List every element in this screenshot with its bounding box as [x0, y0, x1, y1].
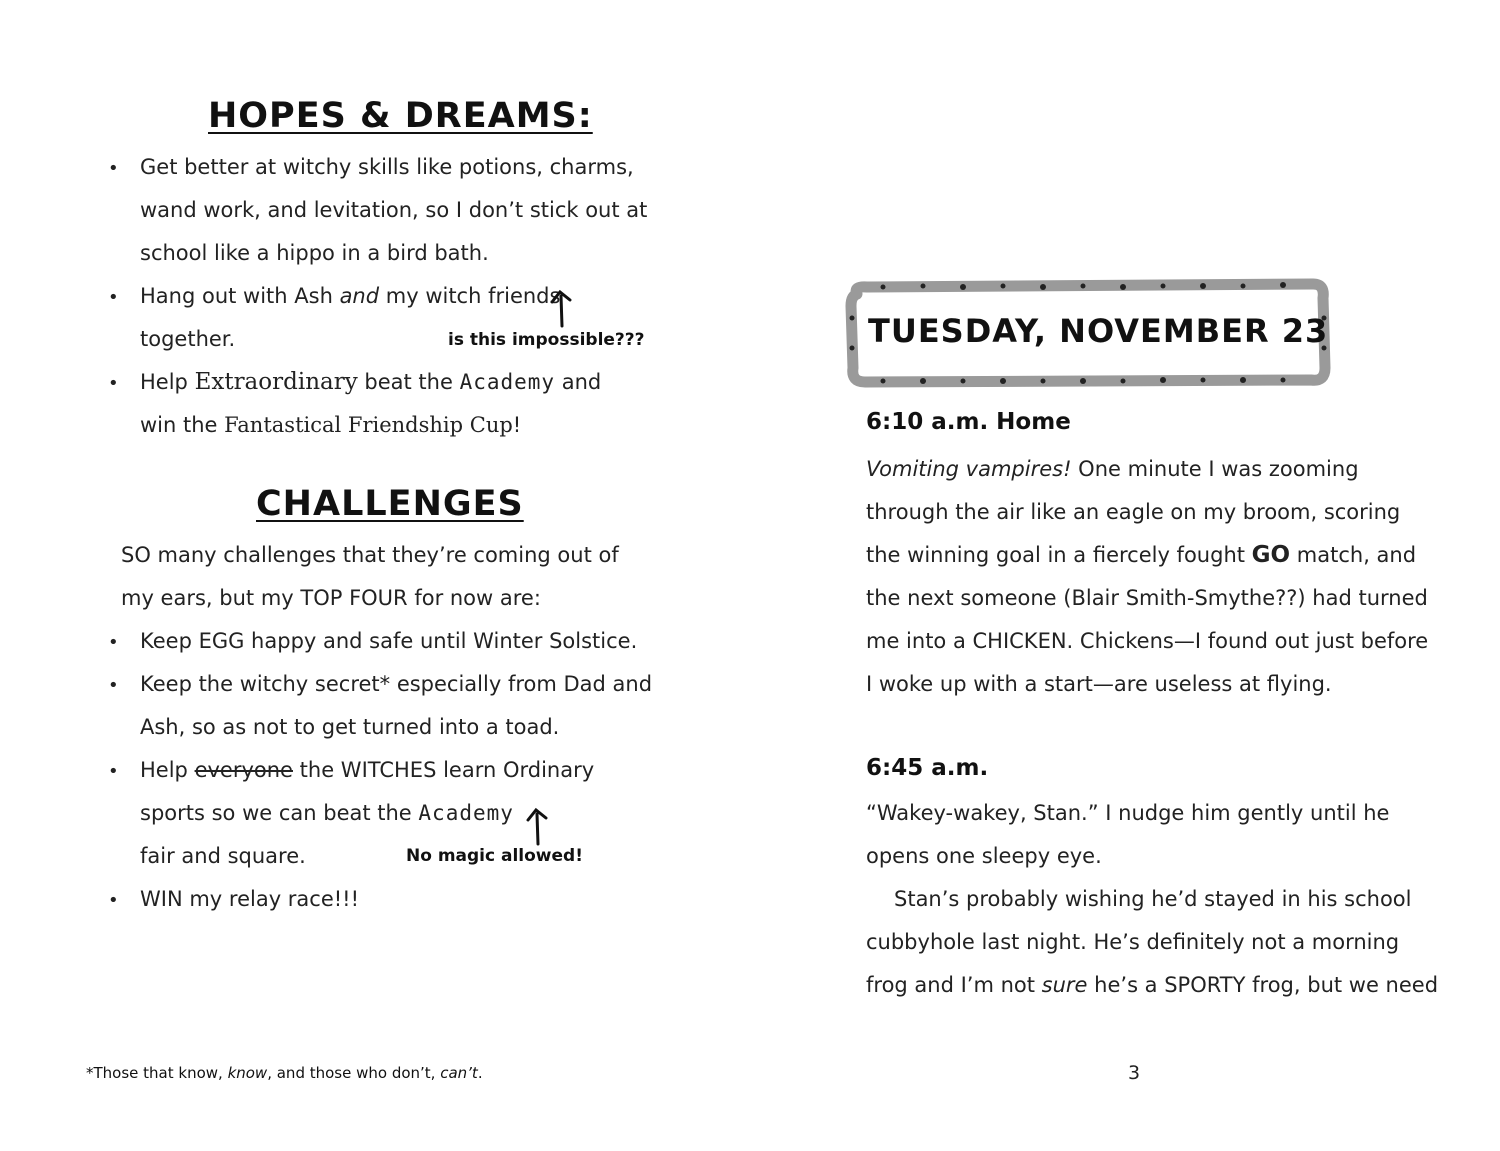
footnote: *Those that know, know, and those who don’t, can’t.	[86, 1064, 483, 1082]
entry-2-line-5: frog and I’m not sure he’s a SPORTY frog, but we need	[866, 973, 1439, 997]
hopes-item-1-line-3: school like a hippo in a bird bath.	[140, 241, 489, 265]
arrow-up-icon	[524, 806, 550, 846]
challenges-heading: CHALLENGES	[256, 484, 524, 524]
entry-1-line-1: Vomiting vampires! One minute I was zooming	[866, 457, 1359, 481]
handwritten-note-no-magic: No magic allowed!	[406, 846, 583, 866]
entry-1-line-4: the next someone (Blair Smith-Smythe??) had turned	[866, 586, 1428, 610]
bullet: •	[108, 675, 119, 696]
challenge-item-4: WIN my relay race!!!	[140, 887, 360, 911]
bullet: •	[108, 890, 119, 911]
challenges-intro-line-1: SO many challenges that they’re coming out of	[121, 543, 619, 567]
bullet: •	[108, 632, 119, 653]
entry-2-line-1: “Wakey-wakey, Stan.” I nudge him gently until he	[866, 801, 1390, 825]
challenge-item-3-line-2: sports so we can beat the Academy	[140, 801, 514, 825]
challenge-item-3-line-3: fair and square.	[140, 844, 306, 868]
challenges-intro-line-2: my ears, but my TOP FOUR for now are:	[121, 586, 541, 610]
hopes-item-3-line-2: win the Fantastical Friendship Cup!	[140, 413, 522, 437]
hopes-dreams-heading: HOPES & DREAMS:	[208, 96, 593, 136]
entry-1-line-5: me into a CHICKEN. Chickens—I found out just before	[866, 629, 1429, 653]
entry-date: TUESDAY, NOVEMBER 23	[868, 312, 1329, 350]
bullet: •	[108, 761, 119, 782]
entry-1-line-2: through the air like an eagle on my broom, scoring	[866, 500, 1401, 524]
challenge-item-3-line-1: Help everyone the WITCHES learn Ordinary	[140, 758, 595, 782]
hopes-item-2-line-1: Hang out with Ash and my witch friends	[140, 284, 561, 308]
arrow-up-icon	[548, 288, 574, 328]
hopes-item-1-line-2: wand work, and levitation, so I don’t stick out at	[140, 198, 648, 222]
hopes-item-1-line-1: Get better at witchy skills like potions, charms,	[140, 155, 634, 179]
entry-1-line-3: the winning goal in a fiercely fought GO match, and	[866, 542, 1417, 568]
bullet: •	[108, 287, 119, 308]
hopes-item-2-line-2: together.	[140, 327, 236, 351]
entry-1-heading: 6:10 a.m. Home	[866, 409, 1071, 435]
challenge-item-2-line-1: Keep the witchy secret* especially from Dad and	[140, 672, 653, 696]
entry-2-line-4: cubbyhole last night. He’s definitely not a morning	[866, 930, 1400, 954]
challenge-item-2-line-2: Ash, so as not to get turned into a toad.	[140, 715, 560, 739]
entry-1-line-6: I woke up with a start—are useless at flying.	[866, 672, 1332, 696]
page-number: 3	[1128, 1062, 1141, 1084]
hopes-item-3-line-1: Help Extraordinary beat the Academy and	[140, 369, 602, 395]
challenge-item-1: Keep EGG happy and safe until Winter Solstice.	[140, 629, 638, 653]
entry-2-line-3: Stan’s probably wishing he’d stayed in his school	[894, 887, 1412, 911]
bullet: •	[108, 158, 119, 179]
bullet: •	[108, 373, 119, 394]
entry-2-heading: 6:45 a.m.	[866, 755, 989, 781]
entry-2-line-2: opens one sleepy eye.	[866, 844, 1102, 868]
handwritten-note-impossible: is this impossible???	[448, 330, 645, 350]
